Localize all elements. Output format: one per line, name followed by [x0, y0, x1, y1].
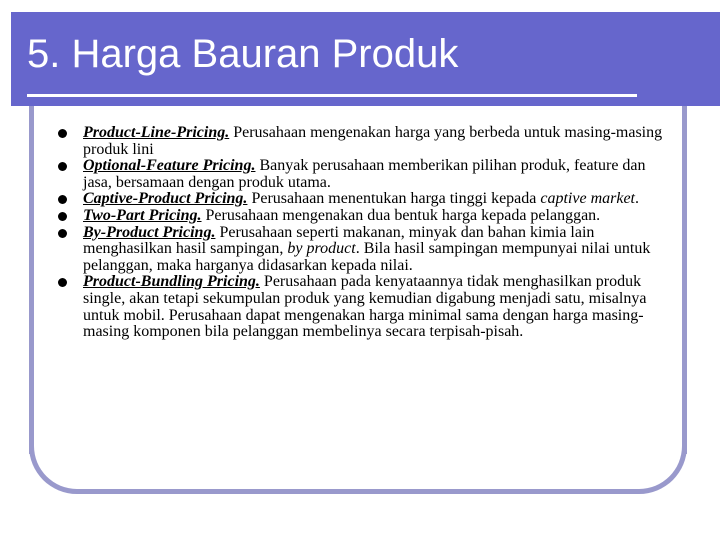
bullet-text: Perusahaan menentukan harga tinggi kepada: [247, 190, 541, 208]
bullet-text: Perusahaan mengenakan dua bentuk harga kepada pelanggan.: [201, 206, 601, 224]
pricing-bullet-list: [58, 125, 668, 341]
bullet-term: Product-Bundling Pricing.: [83, 273, 260, 291]
title-underline: [27, 94, 637, 97]
bullet-text-after: . Bila hasil sampingan mempunyai nilai untuk pelanggan, maka harganya didasarkan kepada nilai.: [83, 240, 651, 274]
bullet-text: Perusahaan pada kenyataannya tidak menghasilkan produk single, akan tetapi sekumpulan produk yang kemudian digabung menjadi satu, misalnya untuk mobil. Perusahaan dapat mengenakan harga minimal sama dengan harga masing-masing komponen bila pelanggan membelinya secara terpisah-pisah.: [83, 273, 647, 341]
slide-title: 5. Harga Bauran Produk: [27, 32, 459, 76]
bullet-emphasis: by product: [287, 240, 356, 258]
bullet-text: Perusahaan mengenakan harga yang berbeda untuk masing-masing produk lini: [83, 124, 663, 158]
bullet-product-bundling: [58, 274, 668, 340]
bullet-dot-icon: [58, 212, 67, 221]
bullet-captive-product: [58, 191, 668, 208]
bullet-text: Banyak perusahaan memberikan pilihan produk, feature dan jasa, bersamaan dengan produk utama.: [83, 157, 646, 191]
bullet-dot-icon: [58, 129, 67, 138]
bullet-term: By-Product Pricing.: [83, 223, 216, 241]
bullet-dot-icon: [58, 162, 67, 171]
content-frame-bottom: [29, 400, 687, 494]
bullet-dot-icon: [58, 229, 67, 238]
bullet-dot-icon: [58, 195, 67, 204]
bullet-emphasis: captive market: [540, 190, 635, 208]
bullet-text-after: .: [635, 190, 639, 208]
bullet-term: Optional-Feature Pricing.: [83, 157, 256, 175]
bullet-by-product: [58, 225, 668, 275]
bullet-term: Two-Part Pricing.: [83, 206, 202, 224]
bullet-term: Product-Line-Pricing.: [83, 124, 230, 141]
bullet-product-line: [58, 125, 668, 158]
bullet-text: Perusahaan seperti makanan, minyak dan bahan kimia lain menghasilkan hasil sampingan,: [83, 223, 595, 258]
bullet-two-part: [58, 208, 668, 225]
bullet-optional-feature: [58, 158, 668, 191]
bullet-dot-icon: [58, 278, 67, 287]
bullet-term: Captive-Product Pricing.: [83, 190, 248, 208]
